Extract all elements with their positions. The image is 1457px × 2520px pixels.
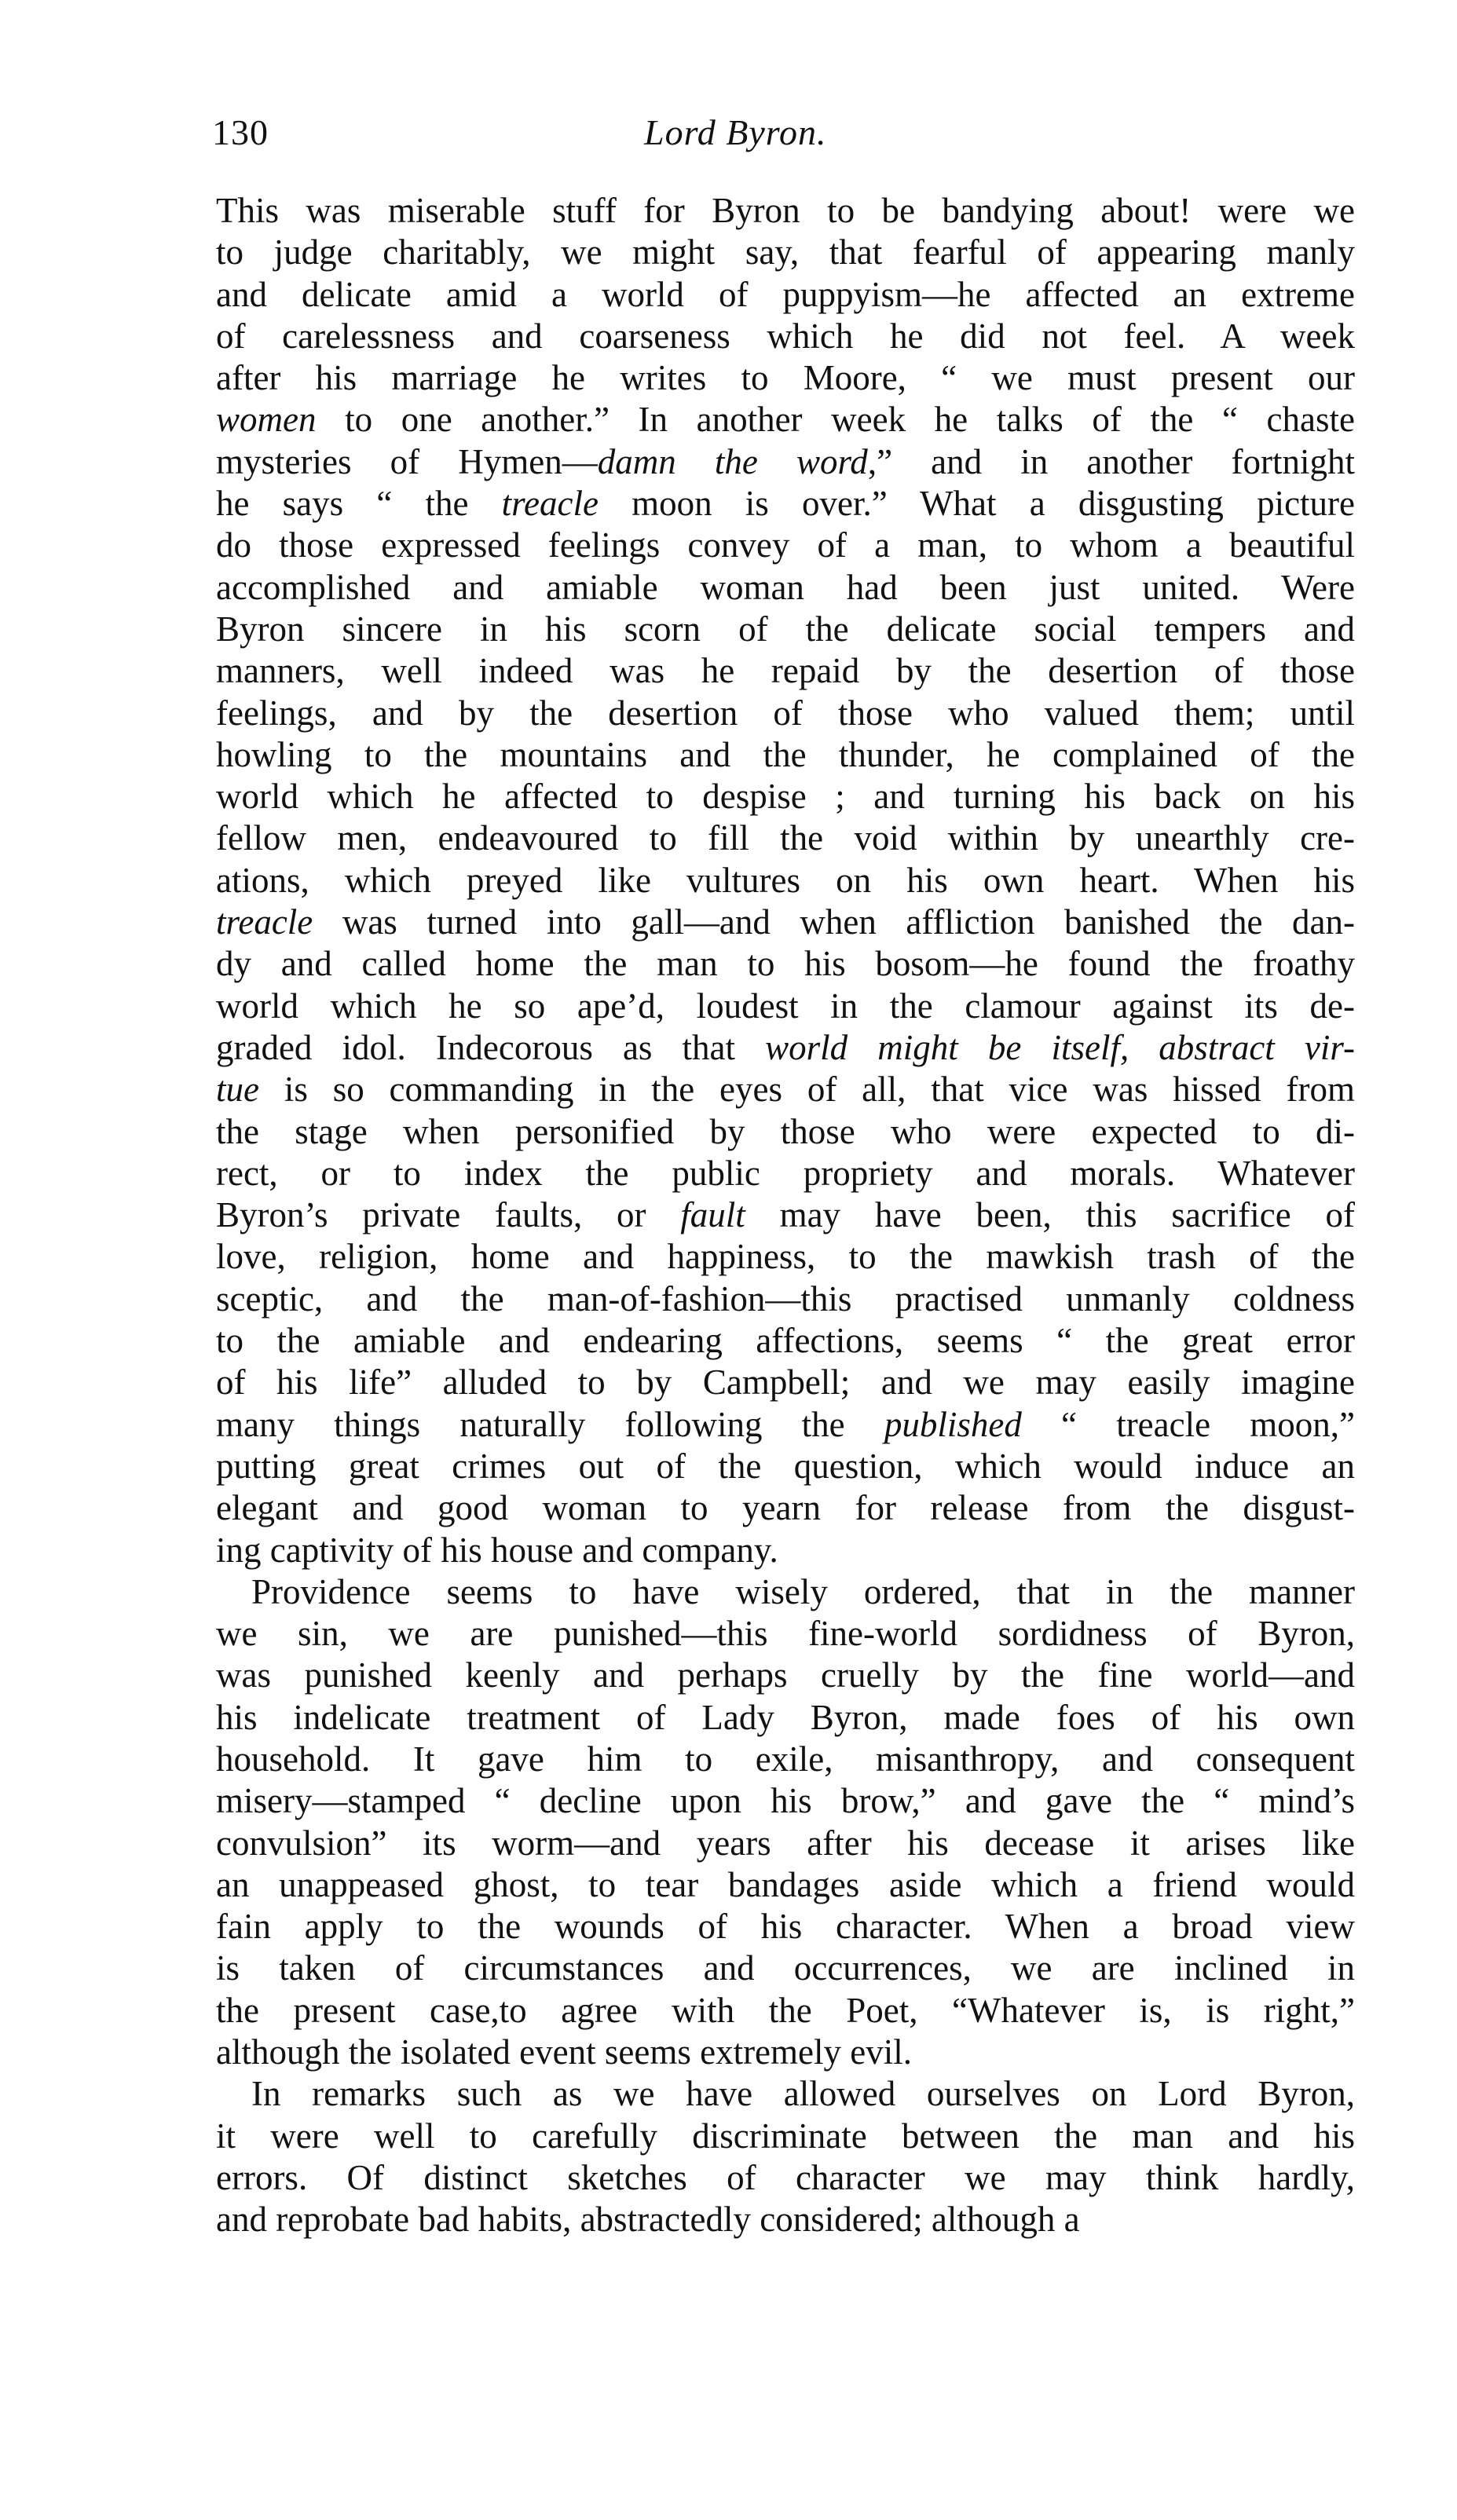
text-line (216, 2116, 1355, 2157)
body-text (216, 190, 1355, 2241)
text-line (216, 650, 1355, 692)
italic-text: tue (216, 1070, 259, 1110)
text-line (216, 860, 1355, 902)
italic-text: published (884, 1404, 1022, 1444)
text-segment: was punished keenly and perhaps cruelly by the fine world—and (216, 1655, 1355, 1695)
text-segment: ations, which preyed like vultures on his own heart. When his (216, 860, 1355, 900)
text-segment: was turned into gall—and when affliction banished the dan- (313, 902, 1355, 942)
text-line (216, 2073, 1355, 2115)
italic-text: fault (680, 1195, 745, 1235)
text-segment: love, religion, home and happiness, to the mawkish trash of the (216, 1237, 1355, 1277)
text-segment: to the amiable and endearing affections, seems “ the great error (216, 1321, 1355, 1361)
text-line (216, 1739, 1355, 1780)
text-segment: and reprobate bad habits, abstractedly considered; although a (216, 2200, 1080, 2240)
text-segment: and delicate amid a world of puppyism—he affected an extreme (216, 274, 1355, 314)
text-segment: convulsion” its worm—and years after his decease it arises like (216, 1823, 1355, 1863)
running-head (212, 112, 1359, 159)
text-line (216, 2199, 1355, 2240)
text-segment: to one another.” In another week he talks of the “ chaste (316, 400, 1355, 440)
text-line (216, 1446, 1355, 1487)
text-segment: moon is over.” What a disgusting picture (598, 484, 1356, 524)
text-segment: of carelessness and coarseness which he did not feel. A week (216, 316, 1355, 356)
text-segment: sceptic, and the man-of-fashion—this practised unmanly coldness (216, 1278, 1355, 1319)
text-line (216, 1404, 1355, 1446)
page-number: 130 (212, 112, 269, 152)
text-line (216, 1362, 1355, 1403)
text-line (216, 776, 1355, 817)
text-line (216, 609, 1355, 650)
text-segment: manners, well indeed was he repaid by the desertion of those (216, 651, 1355, 691)
text-segment: may have been, this sacrifice of (745, 1195, 1355, 1235)
text-segment: the present case,to agree with the Poet, “Whatever is, is right,” (216, 1990, 1355, 2030)
text-line (216, 1864, 1355, 1906)
text-line (216, 1111, 1355, 1153)
text-line (216, 1194, 1355, 1236)
text-line (216, 483, 1355, 525)
text-line (216, 1613, 1355, 1655)
text-line (216, 441, 1355, 483)
text-segment: howling to the mountains and the thunder, he complained of the (216, 734, 1355, 774)
italic-text: treacle (216, 902, 313, 942)
text-line (216, 567, 1355, 609)
text-segment: after his marriage he writes to Moore, “ we must present our (216, 358, 1355, 398)
text-line (216, 1236, 1355, 1278)
text-segment: is taken of circumstances and occurrences, we are inclined in (216, 1948, 1355, 1988)
text-segment: fellow men, endeavoured to fill the void within by unearthly cre- (216, 818, 1355, 858)
text-segment: it were well to carefully discriminate between the man and his (216, 2116, 1355, 2156)
text-line (216, 943, 1355, 985)
text-segment: errors. Of distinct sketches of character we may think hardly, (216, 2157, 1355, 2197)
text-segment: ing captivity of his house and company. (216, 1530, 778, 1570)
text-line (216, 190, 1355, 232)
text-line (216, 1027, 1355, 1069)
text-line (216, 1906, 1355, 1948)
text-segment: fain apply to the wounds of his character. When a broad view (216, 1907, 1355, 1947)
text-line (216, 1948, 1355, 1989)
text-line (216, 1487, 1355, 1529)
text-segment: graded idol. Indecorous as that (216, 1027, 766, 1067)
text-segment: rect, or to index the public propriety and morals. Whatever (216, 1153, 1355, 1193)
text-line (216, 525, 1355, 566)
text-segment: “ treacle moon,” (1021, 1404, 1355, 1444)
text-line (216, 2157, 1355, 2199)
text-line (216, 1571, 1355, 1613)
text-segment: elegant and good woman to yearn for release from the disgust- (216, 1488, 1355, 1528)
text-line (216, 1069, 1355, 1110)
text-segment: world which he so ape’d, loudest in the clamour against its de- (216, 986, 1355, 1026)
text-segment: putting great crimes out of the question, which would induce an (216, 1446, 1355, 1486)
text-segment: Byron sincere in his scorn of the delicate social tempers and (216, 609, 1355, 649)
text-segment: his indelicate treatment of Lady Byron, made foes of his own (216, 1697, 1355, 1737)
text-line (216, 232, 1355, 273)
text-segment: world which he affected to despise ; and turning his back on his (216, 777, 1355, 817)
text-line (216, 1697, 1355, 1739)
italic-text: women (216, 400, 317, 440)
text-line (216, 357, 1355, 399)
text-line (216, 1780, 1355, 1822)
text-segment: accomplished and amiable woman had been just united. Were (216, 567, 1355, 607)
text-line (216, 1278, 1355, 1320)
text-line (216, 316, 1355, 357)
text-segment: many things naturally following the (216, 1404, 884, 1444)
text-segment: Byron’s private faults, or (216, 1195, 681, 1235)
text-segment: an unappeased ghost, to tear bandages aside which a friend would (216, 1864, 1355, 1904)
text-line (216, 274, 1355, 316)
text-segment: This was miserable stuff for Byron to be bandying about! were we (216, 191, 1355, 230)
running-title: Lord Byron. (644, 112, 827, 152)
text-segment: mysteries of Hymen— (216, 441, 598, 481)
text-segment: although the isolated event seems extremely evil. (216, 2032, 912, 2072)
text-line (216, 2032, 1355, 2073)
text-line (216, 1153, 1355, 1194)
italic-text: world might be itself, abstract vir- (765, 1027, 1355, 1067)
text-line (216, 693, 1355, 734)
text-segment: Providence seems to have wisely ordered, that in the manner (251, 1571, 1355, 1611)
text-segment: do those expressed feelings convey of a man, to whom a beautiful (216, 525, 1355, 565)
text-segment: In remarks such as we have allowed ourselves on Lord Byron, (251, 2074, 1355, 2114)
text-line (216, 1320, 1355, 1362)
italic-text: treacle (501, 484, 599, 524)
text-line (216, 902, 1355, 943)
italic-text: damn the word (597, 441, 868, 481)
text-segment: we sin, we are punished—this fine-world sordidness of Byron, (216, 1614, 1355, 1654)
text-line (216, 1655, 1355, 1696)
text-line (216, 986, 1355, 1027)
text-segment: feelings, and by the desertion of those who valued them; until (216, 693, 1355, 733)
text-segment: household. It gave him to exile, misanthropy, and consequent (216, 1739, 1355, 1779)
text-segment: he says “ the (216, 484, 502, 524)
text-line (216, 399, 1355, 441)
text-segment: of his life” alluded to by Campbell; and we may easily imagine (216, 1362, 1355, 1403)
text-segment: ,” and in another fortnight (867, 441, 1355, 481)
text-segment: is so commanding in the eyes of all, that vice was hissed from (258, 1070, 1355, 1110)
text-segment: misery—stamped “ decline upon his brow,” and gave the “ mind’s (216, 1781, 1355, 1821)
text-segment: the stage when personified by those who were expected to di- (216, 1111, 1355, 1151)
text-segment: dy and called home the man to his bosom—he found the froathy (216, 944, 1355, 984)
text-line (216, 1530, 1355, 1571)
text-line (216, 1990, 1355, 2032)
text-segment: to judge charitably, we might say, that fearful of appearing manly (216, 232, 1355, 272)
text-line (216, 734, 1355, 776)
text-line (216, 1823, 1355, 1864)
text-line (216, 817, 1355, 859)
